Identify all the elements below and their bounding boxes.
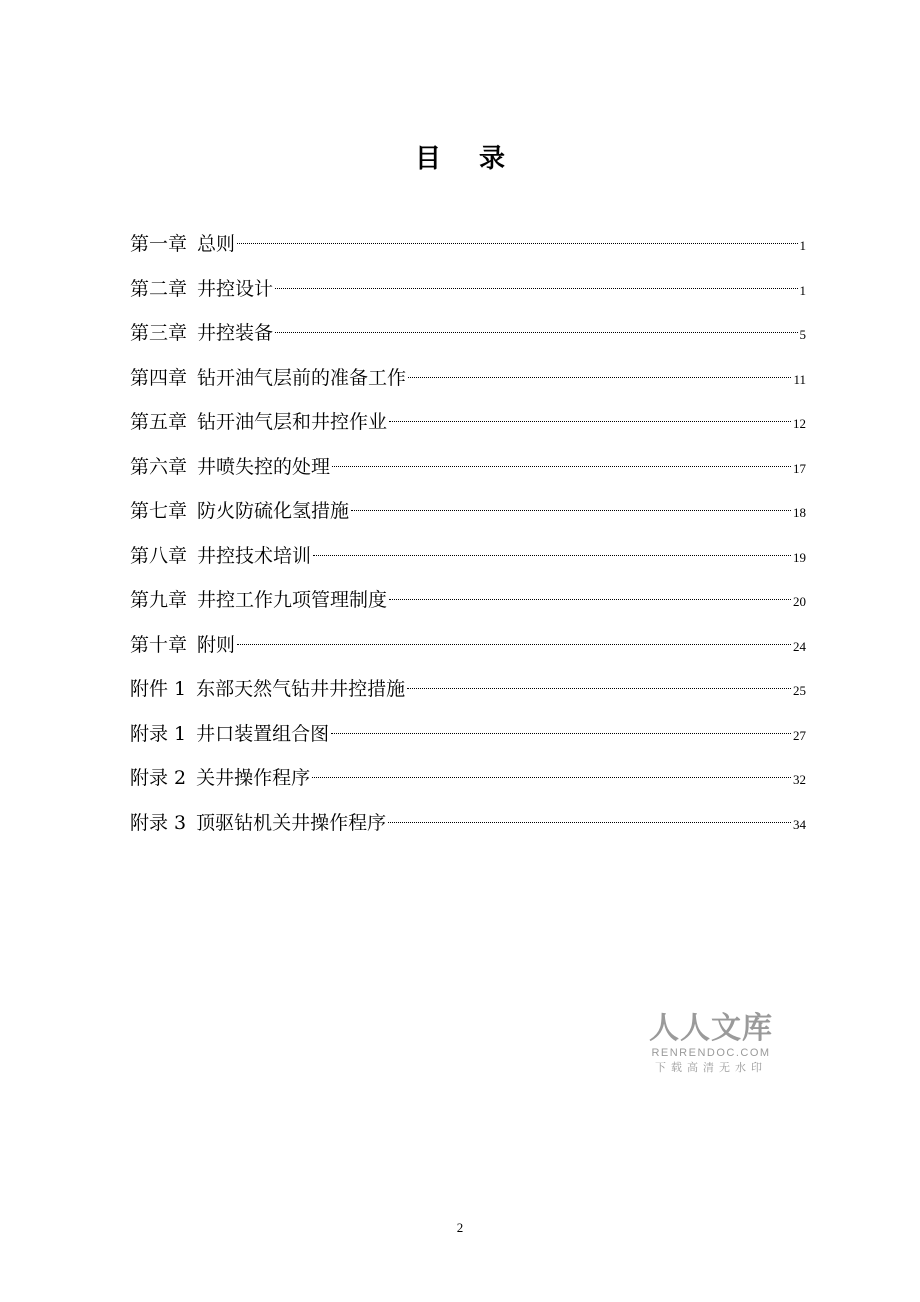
toc-entry[interactable]	[130, 495, 806, 540]
toc-leader-dots	[331, 733, 791, 734]
watermark-logo	[646, 1012, 776, 1076]
toc-entry[interactable]	[130, 629, 806, 674]
toc-title: 井口装置组合图	[196, 722, 330, 745]
toc-title: 顶驱钻机关井操作程序	[196, 811, 387, 834]
toc-leader-dots	[351, 510, 791, 511]
toc-entry[interactable]	[130, 228, 806, 273]
toc-entry[interactable]	[130, 807, 806, 852]
toc-page-number: 32	[793, 772, 806, 787]
toc-chapter: 第五章	[130, 411, 188, 433]
toc-page-number: 11	[793, 371, 806, 387]
toc-leader-dots	[313, 555, 791, 556]
toc-entry[interactable]	[130, 762, 806, 807]
toc-entry-label	[130, 451, 330, 483]
toc-chapter: 第一章	[130, 233, 188, 255]
toc-page-number: 34	[793, 816, 806, 832]
toc-page-number: 17	[793, 460, 806, 476]
toc-entry-label	[130, 406, 387, 438]
watermark-slogan: 下载高清无水印	[655, 1061, 767, 1074]
watermark-url: RENRENDOC.COM	[651, 1047, 771, 1059]
toc-title: 附则	[197, 633, 236, 656]
toc-entry-label	[130, 762, 310, 794]
toc-page-number: 18	[793, 505, 806, 520]
toc-entry-label	[130, 807, 386, 839]
toc-leader-dots	[312, 777, 791, 778]
toc-title: 井控技术培训	[197, 544, 312, 567]
toc-entry-label	[130, 673, 405, 705]
toc-entry[interactable]	[130, 273, 806, 318]
toc-title: 东部天然气钻井井控措施	[196, 678, 406, 700]
toc-chapter: 第四章	[130, 366, 188, 389]
page-title: 目录	[414, 144, 543, 174]
toc-title: 钻开油气层前的准备工作	[197, 366, 407, 389]
toc-page-number: 1	[799, 282, 806, 298]
toc-entry-label	[130, 273, 273, 305]
toc-entry[interactable]	[130, 362, 806, 407]
toc-chapter: 第二章	[130, 277, 188, 300]
toc-chapter: 第六章	[130, 455, 188, 478]
toc-leader-dots	[407, 688, 791, 689]
toc-leader-dots	[332, 466, 791, 467]
toc-chapter: 第八章	[130, 544, 188, 567]
toc-entry-label	[130, 540, 311, 572]
toc-chapter: 附录 2	[130, 767, 187, 789]
toc-leader-dots	[237, 644, 791, 645]
toc-entry-label	[130, 362, 406, 394]
table-of-contents	[130, 228, 806, 851]
toc-page-number: 27	[793, 727, 806, 743]
toc-leader-dots	[275, 288, 797, 289]
toc-entry-label	[130, 584, 387, 616]
page-number: 2	[456, 1220, 464, 1235]
toc-entry[interactable]	[130, 406, 806, 451]
toc-entry-label	[130, 629, 235, 661]
toc-chapter: 第三章	[130, 322, 188, 344]
toc-entry-label	[130, 495, 349, 527]
toc-entry[interactable]	[130, 718, 806, 763]
toc-page-number: 5	[799, 327, 806, 342]
toc-title: 井控装备	[197, 322, 274, 344]
toc-entry-label	[130, 317, 273, 349]
toc-title: 防火防硫化氢措施	[197, 500, 350, 522]
toc-chapter: 附录 3	[130, 811, 187, 834]
toc-leader-dots	[408, 377, 791, 378]
toc-title: 钻开油气层和井控作业	[197, 411, 388, 433]
toc-page-number: 20	[793, 594, 806, 609]
toc-entry-label	[130, 228, 235, 260]
toc-leader-dots	[389, 421, 791, 422]
toc-leader-dots	[388, 822, 791, 823]
toc-title: 井喷失控的处理	[197, 455, 331, 478]
toc-page-number: 19	[793, 549, 806, 565]
toc-entry[interactable]	[130, 451, 806, 496]
toc-chapter: 附录 1	[130, 722, 187, 745]
toc-entry[interactable]	[130, 317, 806, 362]
toc-chapter: 第九章	[130, 589, 188, 611]
toc-chapter: 第十章	[130, 633, 188, 656]
watermark-brand: 人人文库	[649, 1011, 773, 1046]
toc-title: 井控工作九项管理制度	[197, 589, 388, 611]
toc-chapter: 附件 1	[130, 678, 187, 700]
toc-title: 井控设计	[197, 277, 274, 300]
toc-page-number: 12	[793, 416, 806, 431]
toc-chapter: 第七章	[130, 500, 188, 522]
toc-title: 总则	[197, 233, 236, 255]
toc-page-number: 24	[793, 638, 806, 654]
toc-entry[interactable]	[130, 673, 806, 718]
toc-leader-dots	[275, 332, 797, 333]
toc-title: 关井操作程序	[196, 767, 311, 789]
toc-entry-label	[130, 718, 329, 750]
toc-leader-dots	[237, 243, 797, 244]
toc-page-number: 25	[793, 683, 806, 698]
toc-leader-dots	[389, 599, 791, 600]
toc-entry[interactable]	[130, 540, 806, 585]
toc-page-number: 1	[799, 238, 806, 253]
toc-entry[interactable]	[130, 584, 806, 629]
